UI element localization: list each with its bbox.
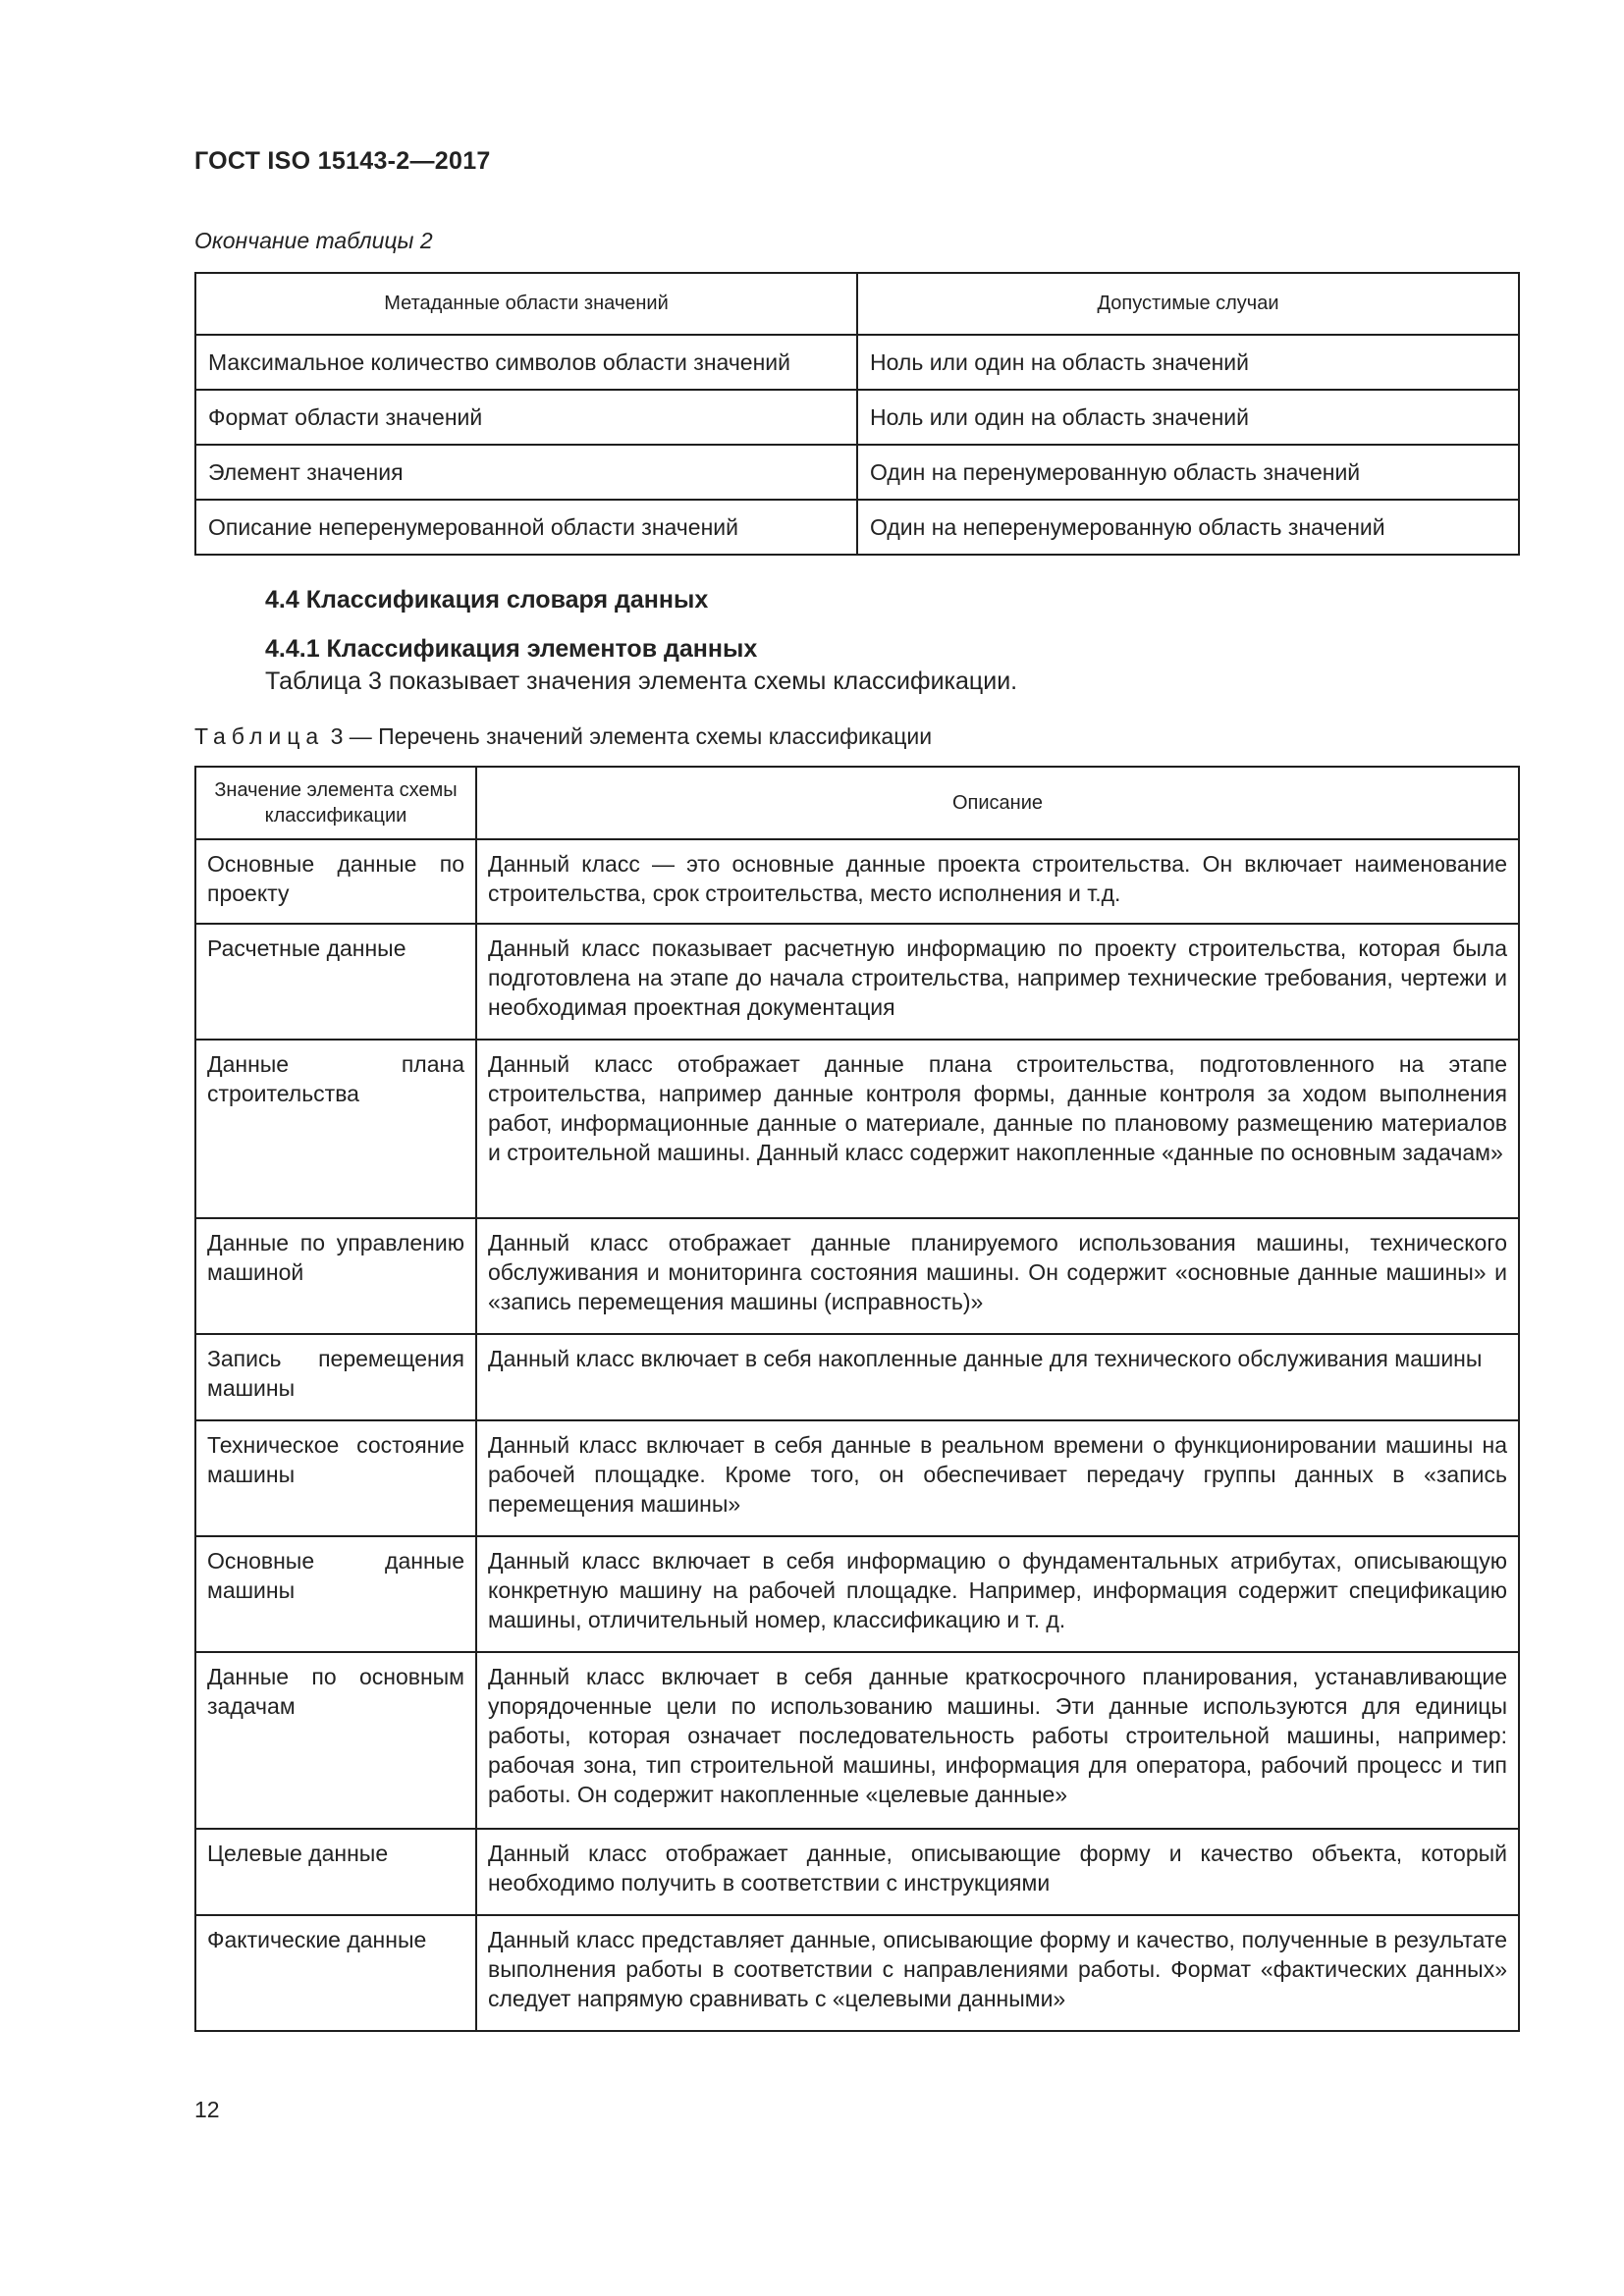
table-header-row xyxy=(195,273,1519,335)
table-cell: Один на перенумерованную область значений xyxy=(857,445,1519,500)
table-row xyxy=(195,1218,1519,1334)
classification-value-cell: Данные по основным задачам xyxy=(195,1652,476,1829)
description-cell: Данный класс отображает данные, описывающие форму и качество объекта, который необходимо получить в соответствии с инструкциями xyxy=(476,1829,1519,1915)
table-row xyxy=(195,1420,1519,1536)
document-header: ГОСТ ISO 15143-2—2017 xyxy=(194,147,491,175)
description-cell: Данный класс включает в себя данные в реальном времени о функционировании машины на рабочей площадке. Кроме того, он обеспечивает передачу группы данных в «запись перемещения машины» xyxy=(476,1420,1519,1536)
table-cell: Описание неперенумерованной области значений xyxy=(195,500,857,555)
section-4-4-1-intro: Таблица 3 показывает значения элемента схемы классификации. xyxy=(265,667,1018,695)
table-3-caption-text: 3 — Перечень значений элемента схемы классификации xyxy=(324,723,933,749)
table-row xyxy=(195,1915,1519,2031)
column-header: Метаданные области значений xyxy=(195,273,857,335)
table-row xyxy=(195,839,1519,924)
column-header: Значение элемента схемы классификации xyxy=(195,767,476,839)
section-4-4-title: 4.4 Классификация словаря данных xyxy=(265,586,709,614)
table-header-row xyxy=(195,767,1519,839)
classification-value-cell: Техническое состояние машины xyxy=(195,1420,476,1536)
table-cell: Один на неперенумерованную область значений xyxy=(857,500,1519,555)
table-3-caption-word: Таблица xyxy=(194,723,325,749)
description-cell: Данный класс показывает расчетную информацию по проекту строительства, которая была подготовлена на этапе до начала строительства, например технические требования, чертежи и необходимая проектная документация xyxy=(476,924,1519,1040)
table-row xyxy=(195,445,1519,500)
description-cell: Данный класс отображает данные планируемого использования машины, технического обслуживания и мониторинга состояния машины. Он содержит «основные данные машины» и «запись перемещения машины (исправность)» xyxy=(476,1218,1519,1334)
description-cell: Данный класс включает в себя информацию о фундаментальных атрибутах, описывающую конкретную машину на рабочей площадке. Например, информация содержит спецификацию машины, отличительный номер, классификацию и т. д. xyxy=(476,1536,1519,1652)
table-row xyxy=(195,1652,1519,1829)
classification-value-cell: Основные данные по проекту xyxy=(195,839,476,924)
classification-value-cell: Данные по управлению машиной xyxy=(195,1218,476,1334)
table-row xyxy=(195,1040,1519,1218)
table-row xyxy=(195,500,1519,555)
description-cell: Данный класс представляет данные, описывающие форму и качество, полученные в результате выполнения работы в соответствии с направлениями работы. Формат «фактических данных» следует напрямую сравнивать с «целевыми данными» xyxy=(476,1915,1519,2031)
table-row xyxy=(195,1536,1519,1652)
table-row xyxy=(195,335,1519,390)
table-cell: Элемент значения xyxy=(195,445,857,500)
description-cell: Данный класс отображает данные плана строительства, подготовленного на этапе строительства, например данные контроля формы, данные контроля за ходом выполнения работ, информационные данные о материале, данные по плановому размещению материалов и строительной машины. Данный класс содержит накопленные «данные по основным задачам» xyxy=(476,1040,1519,1218)
column-header: Описание xyxy=(476,767,1519,839)
description-cell: Данный класс включает в себя накопленные данные для технического обслуживания машины xyxy=(476,1334,1519,1420)
column-header: Допустимые случаи xyxy=(857,273,1519,335)
classification-value-cell: Целевые данные xyxy=(195,1829,476,1915)
section-4-4-1-title: 4.4.1 Классификация элементов данных xyxy=(265,635,758,663)
table-cell: Ноль или один на область значений xyxy=(857,390,1519,445)
classification-value-cell: Запись перемещения машины xyxy=(195,1334,476,1420)
classification-value-cell: Фактические данные xyxy=(195,1915,476,2031)
table-cell: Формат области значений xyxy=(195,390,857,445)
page-number: 12 xyxy=(194,2097,220,2122)
table-cell: Максимальное количество символов области значений xyxy=(195,335,857,390)
table-row xyxy=(195,924,1519,1040)
table-2 xyxy=(194,272,1520,556)
table-row xyxy=(195,1334,1519,1420)
description-cell: Данный класс — это основные данные проекта строительства. Он включает наименование строительства, срок строительства, место исполнения и т.д. xyxy=(476,839,1519,924)
table-row xyxy=(195,390,1519,445)
table-cell: Ноль или один на область значений xyxy=(857,335,1519,390)
table-row xyxy=(195,1829,1519,1915)
classification-value-cell: Основные данные машины xyxy=(195,1536,476,1652)
table-2-continuation-label: Окончание таблицы 2 xyxy=(194,228,433,253)
table-3-caption xyxy=(194,723,932,750)
classification-value-cell: Расчетные данные xyxy=(195,924,476,1040)
classification-value-cell: Данные плана строительства xyxy=(195,1040,476,1218)
description-cell: Данный класс включает в себя данные краткосрочного планирования, устанавливающие упорядоченные цели по использованию машины. Эти данные используются для единицы работы, которая означает последовательность работы строительной машины, например: рабочая зона, тип строительной машины, информация для оператора, рабочий процесс и тип работы. Он содержит накопленные «целевые данные» xyxy=(476,1652,1519,1829)
table-3 xyxy=(194,766,1520,2032)
